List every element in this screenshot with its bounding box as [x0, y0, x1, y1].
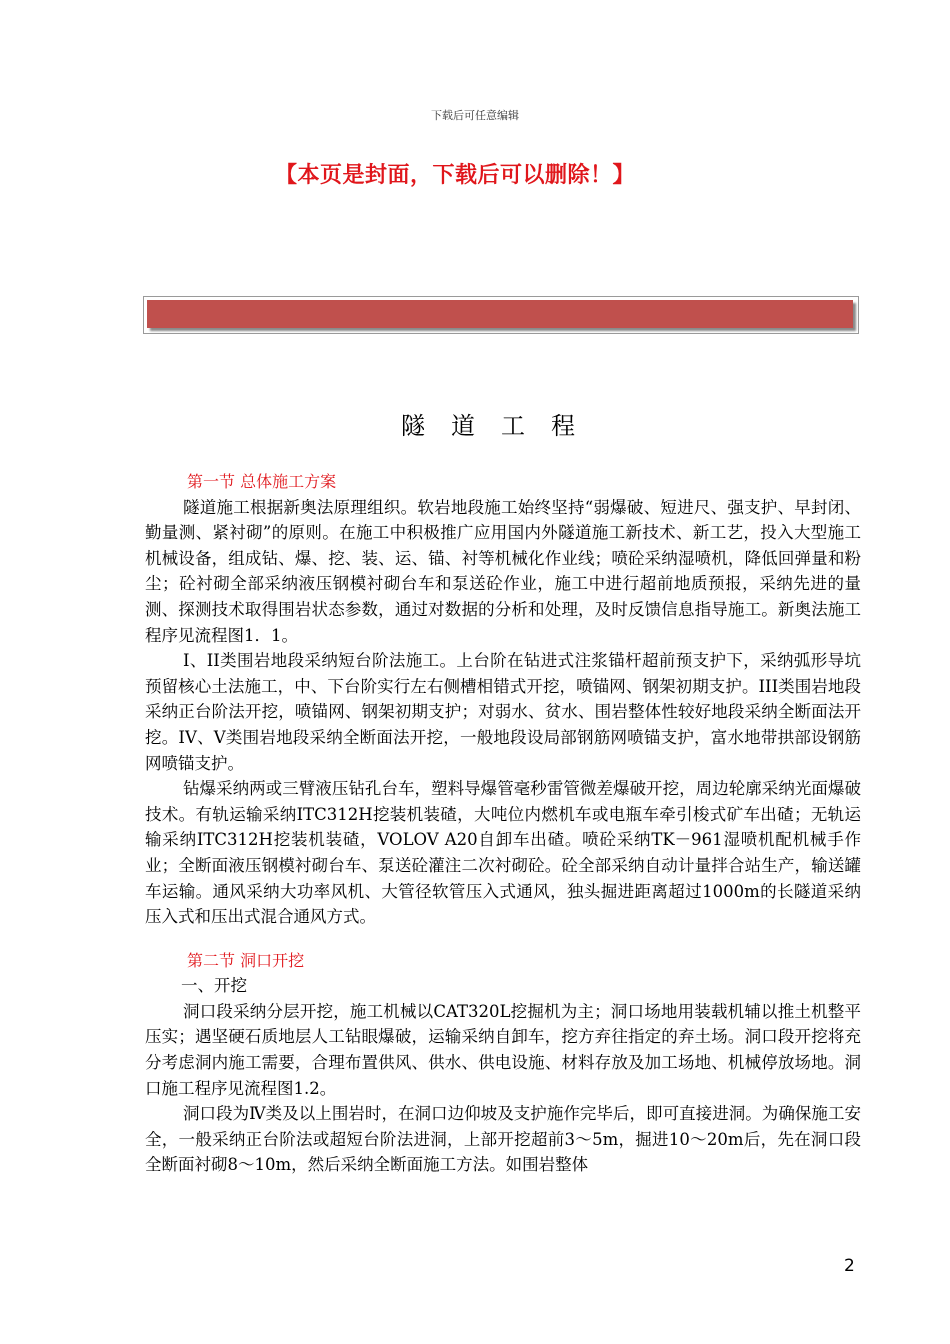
section-1-paragraph-1: 隧道施工根据新奥法原理组织。软岩地段施工始终坚持“弱爆破、短进尺、强支护、早封闭、勤量测、紧衬砌”的原则。在施工中积极推广应用国内外隧道施工新技术、新工艺，投入大型施工机械设备，组成钻、爆、挖、装、运、锚、衬等机械化作业线；喷砼采纳湿喷机，降低回弹量和粉尘；砼衬砌全部采纳液压钢模衬砌台车和泵送砼作业，施工中进行超前地质预报，采纳先进的量测、探测技术取得围岩状态参数，通过对数据的分析和处理，及时反馈信息指导施工。新奥法施工程序见流程图1．1。	[145, 497, 861, 645]
section-spacer	[145, 930, 861, 948]
subsection-heading: 一、开挖	[181, 976, 247, 996]
decorative-red-band	[147, 300, 853, 328]
document-body	[145, 469, 861, 1178]
document-title: 隧道工程	[401, 412, 601, 440]
section-heading-2: 第二节 洞口开挖	[187, 950, 305, 970]
cover-notice: 【本页是封面，下载后可以删除！】	[274, 163, 635, 188]
header-note: 下载后可任意编辑	[431, 109, 519, 122]
page-number: 2	[844, 1256, 855, 1276]
section-1-paragraph-2: I、II类围岩地段采纳短台阶法施工。上台阶在钻进式注浆锚杆超前预支护下，采纳弧形导坑预留核心土法施工，中、下台阶实行左右侧槽相错式开挖，喷锚网、钢架初期支护。III类围岩地段采纳正台阶法开挖，喷锚网、钢架初期支护；对弱水、贫水、围岩整体性较好地段采纳全断面法开挖。IV、V类围岩地段采纳全断面法开挖，一般地段设局部钢筋网喷锚支护，富水地带拱部设钢筋网喷锚支护。	[145, 651, 861, 773]
section-2-paragraph-1: 洞口段采纳分层开挖，施工机械以CAT320L挖掘机为主；洞口场地用装载机辅以推土机整平压实；遇坚硬石质地层人工钻眼爆破，运输采纳自卸车，挖方弃往指定的弃土场。洞口段开挖将充分考虑洞内施工需要，合理布置供风、供水、供电设施、材料存放及加工场地、机械停放场地。洞口施工程序见流程图1.2。	[145, 1001, 861, 1098]
section-heading-1: 第一节 总体施工方案	[187, 472, 337, 491]
section-2-paragraph-2: 洞口段为Ⅳ类及以上围岩时，在洞口边仰坡及支护施作完毕后，即可直接进洞。为确保施工安全，一般采纳正台阶法或超短台阶法进洞，上部开挖超前3～5m，掘进10～20m后，先在洞口段全断面衬砌8～10m，然后采纳全断面施工方法。如围岩整体	[145, 1104, 861, 1175]
section-1-paragraph-3: 钻爆采纳两或三臂液压钻孔台车，塑料导爆管毫秒雷管微差爆破开挖，周边轮廓采纳光面爆破技术。有轨运输采纳ITC312H挖装机装碴，大吨位内燃机车或电瓶车牵引梭式矿车出碴；无轨运输采纳ITC312H挖装机装碴，VOLOV A20自卸车出碴。喷砼采纳TK－961湿喷机配机械手作业；全断面液压钢模衬砌台车、泵送砼灌注二次衬砌砼。砼全部采纳自动计量拌合站生产，输送罐车运输。通风采纳大功率风机、大管径软管压入式通风，独头掘进距离超过1000m的长隧道采纳压入式和压出式混合通风方式。	[145, 779, 861, 927]
